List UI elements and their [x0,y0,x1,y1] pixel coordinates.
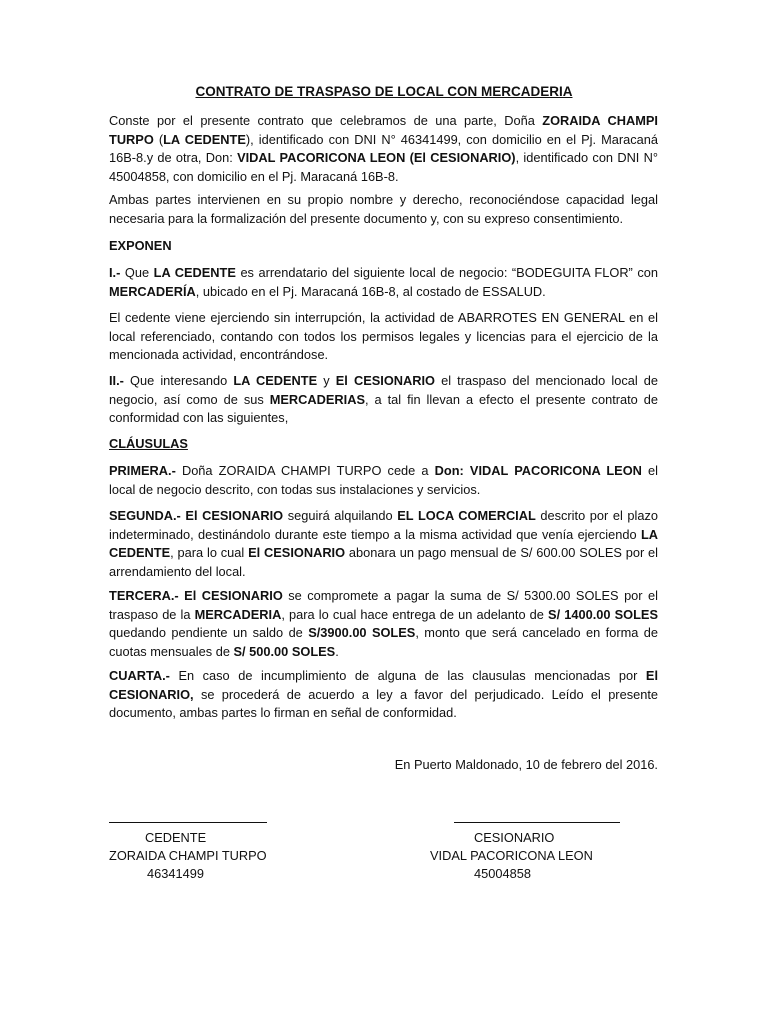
intro-text-1: Conste por el presente contrato que celebramos de una parte, Doña [109,113,543,128]
cuarta-text-2: se procederá de acuerdo a ley a favor del perjudicado. Leído el presente documento, ambas partes lo firman en señal de conformidad. [109,686,658,721]
intro-text-3: ), identificado con DNI N° 46341499, con domicilio en el Pj. Maracaná 16B-8.y de otra, Don: [109,131,658,166]
cuarta-paragraph [109,667,658,723]
p-i-bold-1: I.- [109,265,121,280]
intro-bold-1: ZORAIDA CHAMPI TURPO [109,113,658,147]
cesionario-role: CESIONARIO [474,830,555,845]
document-title: CONTRATO DE TRASPASO DE LOCAL CON MERCADERIA [195,84,573,99]
cuarta-text-1: En caso de incumplimiento de alguna de las clausulas mencionadas por [169,668,646,683]
intro-bold-3: VIDAL PACORICONA LEON (El CESIONARIO) [237,150,516,166]
tercera-bold-6: S/ 500.00 SOLES [233,643,336,659]
p-i-bold-2: LA CEDENTE [153,265,236,280]
date-line: En Puerto Maldonado, 10 de febrero del 2016. [394,757,658,772]
p-i-text-1: Que [120,265,154,280]
segunda-bold-3: EL LOCA COMERCIAL [397,508,536,523]
cedente-name: ZORAIDA CHAMPI TURPO [109,848,267,863]
segunda-bold-5: El CESIONARIO [248,545,346,561]
primera-paragraph [109,462,658,499]
segunda-bold-2: El CESIONARIO [185,508,284,523]
p-ii-bold-2: LA CEDENTE [233,373,318,388]
intro-bold-2: LA CEDENTE [163,131,246,147]
segunda-text-3: descrito por el plazo indeterminado, destinándolo durante este tiempo a la misma actividad que venía ejerciendo [109,508,658,542]
segunda-paragraph [109,507,658,581]
tercera-bold-1: TERCERA.- [109,588,179,603]
p-ii-bold-3: El CESIONARIO [335,373,436,388]
cedente-paragraph: El cedente viene ejerciendo sin interrupción, la actividad de ABARROTES EN GENERAL en el local referenciado, contando con todos los permisos legales y licencias para el ejercicio de la mencionada actividad, encontrándose. [109,310,658,363]
segunda-text-2: seguirá alquilando [283,508,398,523]
signature-line-cesionario [454,812,620,823]
tercera-text-5: , monto que será cancelado en forma de cuotas mensuales de [109,625,658,659]
tercera-bold-2: El CESIONARIO [184,588,283,603]
exponen-heading: EXPONEN [109,238,172,253]
intro-paragraph [109,112,658,186]
primera-bold-1: PRIMERA.- [109,463,176,478]
primera-bold-2: Don: VIDAL PACORICONA LEON [434,463,642,478]
p-ii-bold-4: MERCADERIAS [269,391,365,407]
clausulas-heading: CLÁUSULAS [109,436,188,451]
cuarta-bold-1: CUARTA.- [109,668,170,683]
signature-block-cesionario [430,812,620,883]
exponen-i-paragraph [109,264,658,301]
p-i-text-3: , ubicado en el Pj. Maracaná 16B-8, al costado de ESSALUD. [195,283,546,299]
cedente-role: CEDENTE [145,830,207,845]
ambas-paragraph: Ambas partes intervienen en su propio nombre y derecho, reconociéndose capacidad legal necesaria para la formalización del presente documento y, con su expreso consentimiento. [109,192,658,226]
tercera-text-4: quedando pendiente un saldo de [109,625,309,641]
tercera-bold-3: MERCADERIA [194,606,282,622]
tercera-text-2: se compromete a pagar la suma de S/ 5300.00 SOLES por el traspaso de la [109,588,659,622]
p-ii-bold-1: II.- [109,373,124,388]
cesionario-dni: 45004858 [474,866,531,881]
intro-text-4: , identificado con DNI N° 45004858, con domicilio en el Pj. Maracaná 16B-8. [109,150,658,184]
primera-text-2: el local de negocio descrito, con todas sus instalaciones y servicios. [109,463,658,497]
p-ii-text-1: Que interesando [123,373,234,388]
segunda-text-4: , para lo cual [170,545,249,561]
segunda-bold-1: SEGUNDA.- [109,508,181,523]
p-i-bold-3: MERCADERÍA [109,283,196,299]
cesionario-name: VIDAL PACORICONA LEON [430,848,593,863]
segunda-bold-4: LA CEDENTE [109,526,658,561]
p-i-text-2: es arrendatario del siguiente local de negocio: “BODEGUITA FLOR” con [235,265,658,280]
tercera-text-3: , para lo cual hace entrega de un adelanto de [281,606,549,622]
signature-block-cedente [109,812,267,883]
segunda-text-5: abonara un pago mensual de S/ 600.00 SOLES por el arrendamiento del local. [109,545,659,579]
exponen-ii-paragraph [109,372,658,428]
tercera-text-6: . [335,643,339,659]
p-ii-text-2: y [317,373,336,388]
cedente-dni: 46341499 [147,866,204,881]
p-ii-text-3: el traspaso del mencionado local de negocio, así como de sus [109,373,659,407]
tercera-paragraph [109,587,658,661]
tercera-bold-4: S/ 1400.00 SOLES [548,606,658,622]
intro-text-2: ( [153,131,164,147]
cuarta-bold-2: El CESIONARIO, [109,668,658,702]
primera-text-1: Doña ZORAIDA CHAMPI TURPO cede a [175,463,435,478]
p-ii-text-4: , a tal fin llevan a efecto el presente contrato de conformidad con las siguientes, [109,391,658,426]
signature-line-cedente [109,812,267,823]
tercera-bold-5: S/3900.00 SOLES [308,625,416,641]
